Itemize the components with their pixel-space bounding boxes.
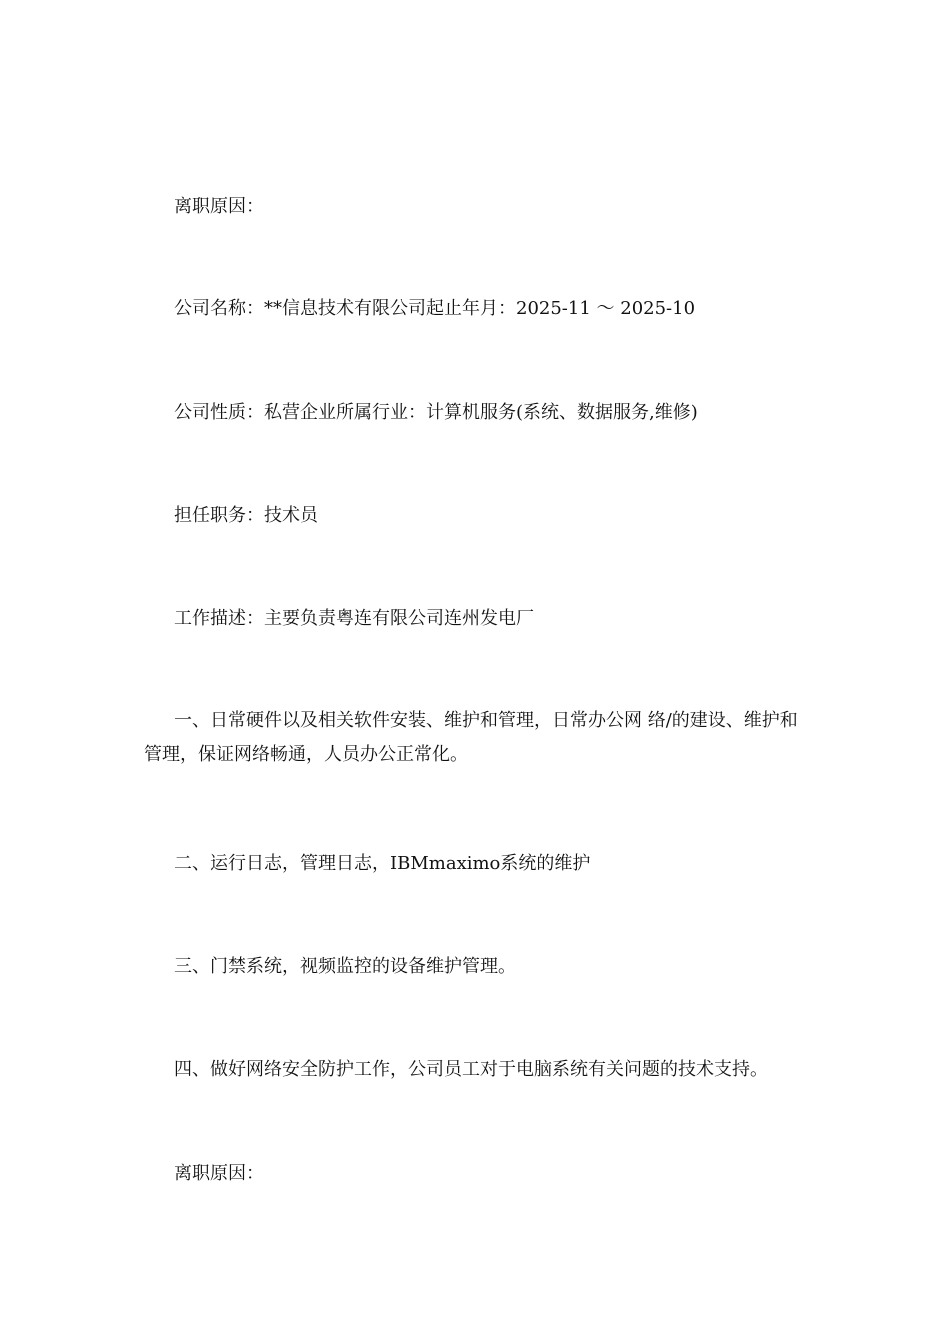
- paragraph-duty-one: 一、日常硬件以及相关软件安装、维护和管理，日常办公网 络/的建设、维护和管理，保证网络畅通，人员办公正常化。: [144, 710, 798, 765]
- paragraph-duty-two: 二、运行日志，管理日志，IBMmaximo系统的维护: [174, 853, 591, 874]
- paragraph-company-type-industry: 公司性质：私营企业所属行业：计算机服务(系统、数据服务,维修): [174, 402, 698, 423]
- paragraph-duty-three: 三、门禁系统，视频监控的设备维护管理。: [174, 956, 516, 977]
- paragraph-position: 担任职务：技术员: [174, 505, 318, 526]
- paragraph-duty-four: 四、做好网络安全防护工作，公司员工对于电脑系统有关问题的技术支持。: [174, 1059, 768, 1080]
- paragraph-leave-reason-second: 离职原因：: [174, 1163, 264, 1184]
- paragraph-leave-reason: 离职原因：: [174, 196, 264, 217]
- paragraph-job-description: 工作描述：主要负责粤连有限公司连州发电厂: [174, 608, 534, 629]
- paragraph-company-name-period: 公司名称：**信息技术有限公司起止年月：2025-11 ～ 2025-10: [174, 298, 696, 319]
